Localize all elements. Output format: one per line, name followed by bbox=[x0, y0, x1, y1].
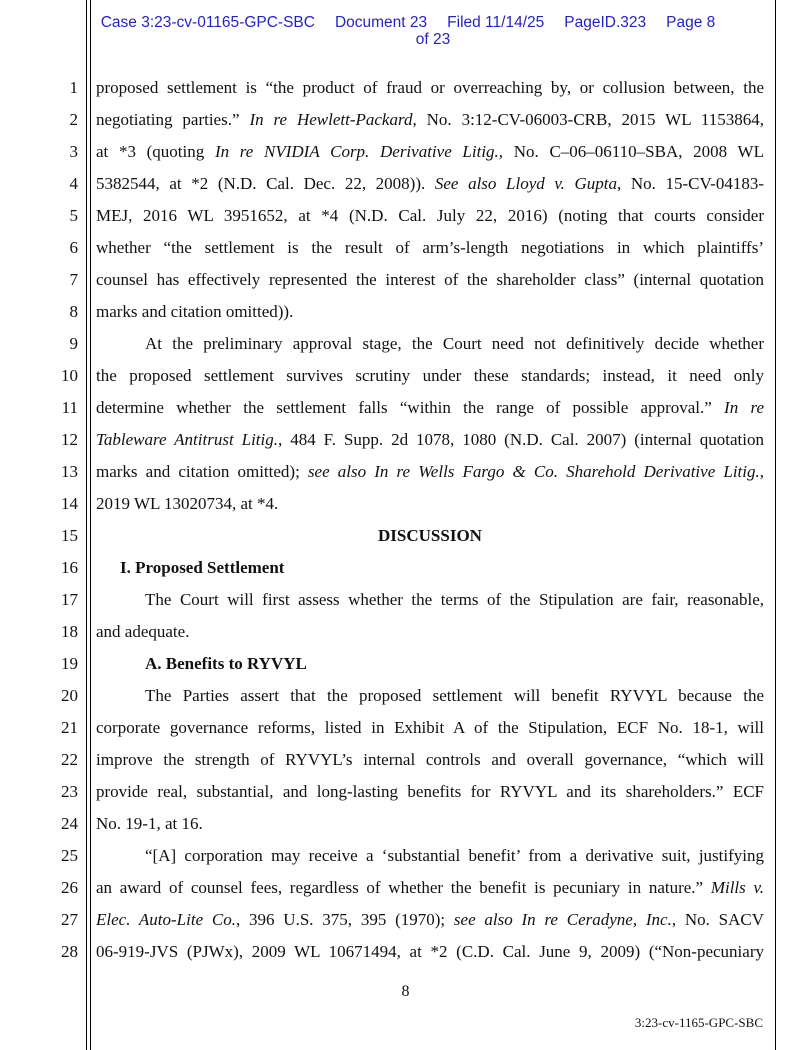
line-number: 22 bbox=[61, 750, 78, 769]
line-number: 18 bbox=[61, 622, 78, 641]
citation-italic: In re NVIDIA Corp. Derivative Litig., bbox=[214, 142, 504, 161]
text-run: , 484 F. Supp. 2d 1078, 1080 (N.D. Cal. 2007) (internal quotation bbox=[278, 430, 764, 449]
citation-italic: see also In re Ceradyne, Inc. bbox=[453, 910, 672, 929]
heading-text: I. Proposed Settlement bbox=[120, 558, 285, 577]
text-line bbox=[96, 782, 764, 802]
text-run: , No. SACV bbox=[671, 910, 764, 929]
text-run: provide real, substantial, and long-lasting benefits for RYVYL and its shareholders.” ECF bbox=[96, 782, 764, 801]
text-line bbox=[120, 558, 764, 578]
line-number: 20 bbox=[61, 686, 78, 705]
line-number: 4 bbox=[69, 174, 78, 193]
line-number: 7 bbox=[69, 270, 78, 289]
text-line bbox=[96, 110, 764, 130]
ecf-header-stamp bbox=[88, 14, 728, 48]
line-number: 24 bbox=[61, 814, 78, 833]
line-number: 11 bbox=[61, 398, 78, 417]
line-number: 9 bbox=[69, 334, 78, 353]
line-number: 21 bbox=[61, 718, 78, 737]
citation-italic: In re bbox=[724, 398, 764, 417]
text-line bbox=[96, 750, 764, 770]
text-line bbox=[96, 718, 764, 738]
text-run: marks and citation omitted)). bbox=[96, 302, 294, 321]
text-run: 2019 WL 13020734, at *4. bbox=[96, 494, 279, 513]
citation-italic: see also In re Wells Fargo & Co. Sharehold Derivative Litig. bbox=[307, 462, 760, 481]
line-number: 27 bbox=[61, 910, 78, 929]
page-number: 8 bbox=[401, 983, 410, 1000]
case-number: Case 3:23-cv-01165-GPC-SBC bbox=[100, 14, 315, 31]
citation-italic: See also Lloyd v. Gupta bbox=[434, 174, 617, 193]
heading-text: DISCUSSION bbox=[378, 526, 482, 545]
left-margin-rule-inner bbox=[90, 0, 91, 1050]
text-run: 5382544, at *2 (N.D. Cal. Dec. 22, 2008)). bbox=[96, 174, 435, 193]
filed-date: Filed 11/14/25 bbox=[447, 14, 545, 31]
text-line bbox=[96, 238, 764, 258]
text-run: determine whether the settlement falls “within the range of possible approval.” bbox=[96, 398, 725, 417]
text-line bbox=[96, 78, 764, 98]
text-run: improve the strength of RYVYL’s internal controls and overall governance, “which will bbox=[96, 750, 764, 769]
text-line bbox=[96, 622, 764, 642]
text-run: the proposed settlement survives scrutiny under these standards; instead, it need only bbox=[96, 366, 764, 385]
text-line bbox=[96, 142, 764, 162]
citation-italic: In re Hewlett-Packard bbox=[249, 110, 413, 129]
line-number: 15 bbox=[61, 526, 78, 545]
text-run: 06-919-JVS (PJWx), 2009 WL 10671494, at *2 (C.D. Cal. June 9, 2009) (“Non-pecuniary bbox=[96, 942, 764, 961]
line-number: 16 bbox=[61, 558, 78, 577]
line-number: 1 bbox=[69, 78, 78, 97]
line-number: 13 bbox=[61, 462, 78, 481]
line-number: 26 bbox=[61, 878, 78, 897]
text-line bbox=[96, 814, 764, 834]
page-total: of 23 bbox=[415, 31, 451, 48]
text-run: negotiating parties.” bbox=[96, 110, 250, 129]
line-number: 23 bbox=[61, 782, 78, 801]
line-number: 17 bbox=[61, 590, 78, 609]
page-of: Page 8 bbox=[666, 14, 716, 31]
text-line bbox=[96, 366, 764, 386]
text-run: and adequate. bbox=[96, 622, 190, 641]
text-line bbox=[96, 494, 764, 514]
text-run: No. 19-1, at 16. bbox=[96, 814, 203, 833]
text-line bbox=[145, 846, 764, 866]
text-line bbox=[96, 430, 764, 450]
text-run: counsel has effectively represented the interest of the shareholder class” (internal quotation bbox=[96, 270, 764, 289]
text-line bbox=[96, 302, 764, 322]
document-number: Document 23 bbox=[334, 14, 428, 31]
text-run: The Court will first assess whether the terms of the Stipulation are fair, reasonable, bbox=[145, 590, 764, 609]
line-number: 8 bbox=[69, 302, 78, 321]
text-line bbox=[96, 270, 764, 290]
line-number: 19 bbox=[61, 654, 78, 673]
text-line bbox=[96, 942, 764, 962]
text-run: , No. 15-CV-04183- bbox=[616, 174, 765, 193]
footer-case-number: 3:23-cv-1165-GPC-SBC bbox=[634, 1015, 763, 1030]
text-run: an award of counsel fees, regardless of whether the benefit is pecuniary in nature.” bbox=[96, 878, 711, 897]
text-run: whether “the settlement is the result of arm’s-length negotiations in which plaintiffs’ bbox=[96, 238, 764, 257]
text-line bbox=[96, 910, 764, 930]
text-line bbox=[96, 526, 764, 546]
text-line bbox=[96, 174, 764, 194]
text-run: At the preliminary approval stage, the Court need not definitively decide whether bbox=[145, 334, 764, 353]
right-margin-rule bbox=[775, 0, 776, 1050]
line-number: 5 bbox=[69, 206, 78, 225]
text-run: marks and citation omitted); bbox=[96, 462, 308, 481]
line-number: 6 bbox=[69, 238, 78, 257]
text-line bbox=[96, 878, 764, 898]
citation-italic: Elec. Auto-Lite Co. bbox=[96, 910, 236, 929]
citation-italic: Tableware Antitrust Litig. bbox=[96, 430, 278, 449]
text-run: corporate governance reforms, listed in Exhibit A of the Stipulation, ECF No. 18-1, will bbox=[96, 718, 764, 737]
line-number: 2 bbox=[69, 110, 78, 129]
text-run: No. C–06–06110–SBA, 2008 WL bbox=[503, 142, 764, 161]
text-run: at *3 (quoting bbox=[96, 142, 215, 161]
line-number: 10 bbox=[61, 366, 78, 385]
line-number: 14 bbox=[61, 494, 78, 513]
text-line bbox=[96, 462, 764, 482]
text-line bbox=[96, 398, 764, 418]
text-line bbox=[145, 334, 764, 354]
text-line bbox=[145, 590, 764, 610]
text-run: The Parties assert that the proposed settlement will benefit RYVYL because the bbox=[145, 686, 764, 705]
text-run: , 396 U.S. 375, 395 (1970); bbox=[236, 910, 454, 929]
heading-text: A. Benefits to RYVYL bbox=[145, 654, 307, 673]
text-run: MEJ, 2016 WL 3951652, at *4 (N.D. Cal. July 22, 2016) (noting that courts consider bbox=[96, 206, 764, 225]
line-number: 3 bbox=[69, 142, 78, 161]
citation-italic: Mills v. bbox=[710, 878, 764, 897]
text-run: “[A] corporation may receive a ‘substantial benefit’ from a derivative suit, justifying bbox=[145, 846, 764, 865]
line-number: 12 bbox=[61, 430, 78, 449]
text-line bbox=[145, 654, 764, 674]
line-number: 25 bbox=[61, 846, 78, 865]
text-line bbox=[96, 206, 764, 226]
text-run: proposed settlement is “the product of fraud or overreaching by, or collusion between, the bbox=[96, 78, 764, 97]
line-number: 28 bbox=[61, 942, 78, 961]
text-run: , bbox=[759, 462, 765, 481]
left-margin-rule-outer bbox=[86, 0, 87, 1050]
text-line bbox=[145, 686, 764, 706]
page-id: PageID.323 bbox=[564, 14, 647, 31]
text-run: , No. 3:12-CV-06003-CRB, 2015 WL 1153864, bbox=[412, 110, 764, 129]
